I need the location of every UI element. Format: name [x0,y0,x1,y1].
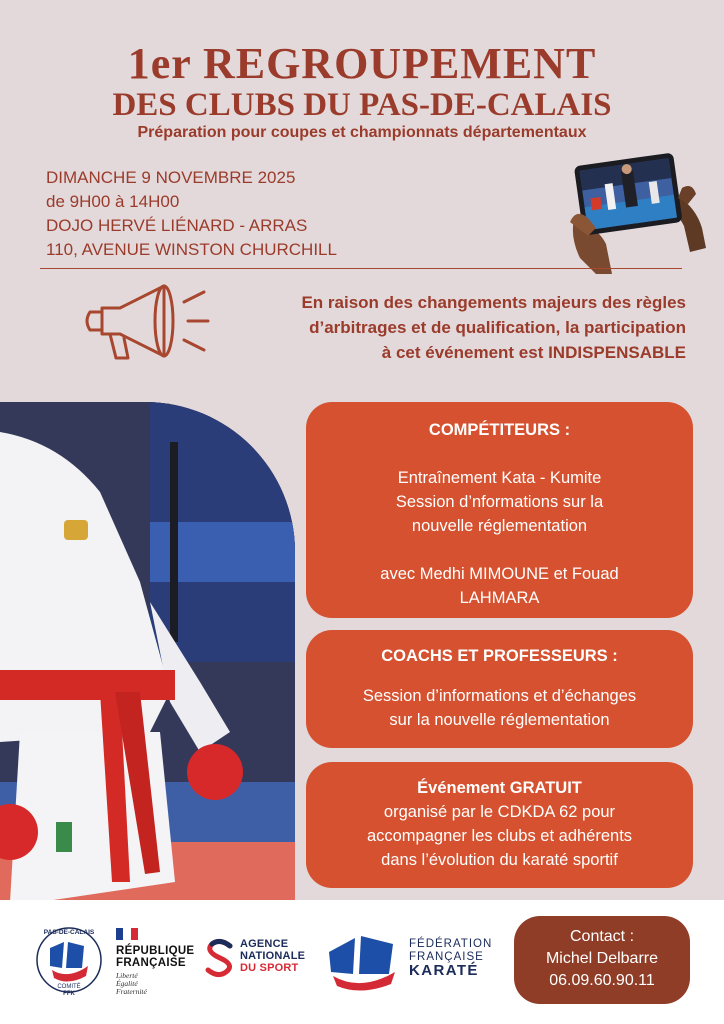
contact-box [514,916,690,1004]
rf-motto-1: Liberté [116,971,138,980]
event-info [46,166,337,262]
event-date: DIMANCHE 9 NOVEMBRE 2025 [46,168,296,187]
competitors-line-5: LAHMARA [459,589,540,607]
ffk-line-2: FRANÇAISE [409,951,484,963]
rf-motto-3: Fraternité [116,987,147,996]
republique-francaise-logo [116,928,206,1002]
title-line-1: 1er REGROUPEMENT [127,39,597,88]
french-flag-icon [116,928,138,940]
contact-phone[interactable]: 06.09.60.90.11 [549,972,655,989]
competitors-line-1: Entraînement Kata - Kumite [397,469,602,487]
ffk-emblem-icon [325,930,401,992]
subtitle: Préparation pour coupes et championnats départementaux [137,124,587,141]
free-line-3: dans l’évolution du karaté sportif [381,851,618,869]
title-line-2: DES CLUBS DU PAS-DE-CALAIS [112,87,612,123]
ffk-logo-bottom-1: COMITÉ [57,984,81,990]
rf-motto-2: Égalité [116,979,138,988]
notice-line-3: à cet événement est INDISPENSABLE [381,343,686,362]
coaches-line-2: sur la nouvelle réglementation [389,711,610,729]
ans-s-icon [204,938,236,978]
competitors-line-4: avec Medhi MIMOUNE et Fouad [380,565,619,583]
ans-line-2: NATIONALE [240,950,306,962]
rf-line-1: RÉPUBLIQUE [116,945,195,957]
divider-line [40,268,682,269]
free-title: Événement GRATUIT [417,779,582,797]
card-competitors [306,402,693,618]
competitors-line-3: nouvelle réglementation [411,517,588,535]
ffk-logo-bottom-2: FFK [63,991,75,997]
notice-line-2: d’arbitrages et de qualification, la participation [309,318,686,337]
tablet-referee-photo [566,148,706,274]
event-time: de 9H00 à 14H00 [46,192,180,211]
rf-line-2: FRANÇAISE [116,957,186,969]
coaches-line-1: Session d’informations et d’échanges [362,687,637,705]
comite-ffk-logo [34,924,104,1000]
card-coaches [306,630,693,748]
ffk-line-1: FÉDÉRATION [409,938,493,950]
competitors-line-2: Session d’nformations sur la [395,493,604,511]
ffk-logo-top: PAS-DE-CALAIS [43,929,95,936]
ffk-line-3: KARATÉ [409,962,479,979]
card-free-event [306,762,693,888]
contact-name: Michel Delbarre [545,950,659,967]
ans-line-1: AGENCE [240,938,289,950]
coaches-title: COACHS ET PROFESSEURS : [381,647,618,665]
footer-logos [0,900,724,1024]
event-venue: DOJO HERVÉ LIÉNARD - ARRAS [46,216,308,235]
karateka-photo [0,402,295,902]
megaphone-icon [80,278,210,370]
federation-karate-logo [325,930,505,996]
free-line-2: accompagner les clubs et adhérents [366,827,633,845]
free-line-1: organisé par le CDKDA 62 pour [383,803,616,821]
contact-label: Contact : [569,928,635,945]
event-address: 110, AVENUE WINSTON CHURCHILL [46,240,337,259]
notice-line-1: En raison des changements majeurs des règles [301,293,686,312]
ans-line-3: DU SPORT [240,962,299,974]
agence-nationale-sport-logo [204,938,324,988]
competitors-title: COMPÉTITEURS : [428,421,571,439]
notice-text [220,290,686,365]
